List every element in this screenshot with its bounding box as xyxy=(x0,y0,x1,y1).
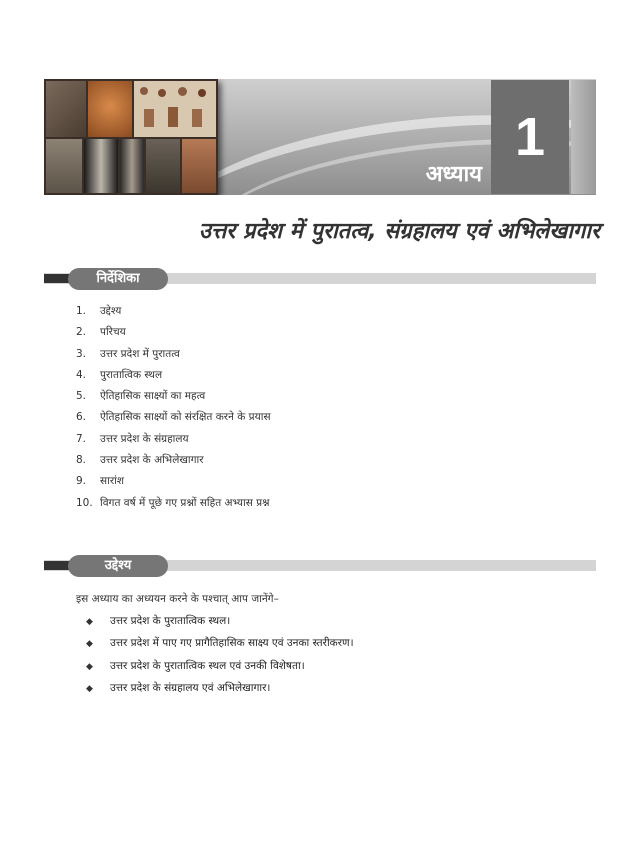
toc-item-number: 1. xyxy=(76,305,87,317)
section-label: निर्देशिका xyxy=(68,268,168,290)
sculpture-tile xyxy=(120,139,144,193)
objective-item xyxy=(86,614,354,636)
toc-section-header xyxy=(44,268,596,290)
sculpture-tile xyxy=(158,89,166,97)
objective-item-text: उत्तर प्रदेश के पुरातात्विक स्थल एवं उनकी विशेषता। xyxy=(110,659,305,672)
toc-item-text: उद्देश्य xyxy=(100,305,122,317)
diamond-bullet-icon: ◆ xyxy=(86,683,93,694)
toc-item-text: ऐतिहासिक साक्ष्यों को संरक्षित करने के प्रयास xyxy=(100,411,271,424)
toc-item-text: पुरातात्विक स्थल xyxy=(100,368,163,381)
toc-item-number: 3. xyxy=(76,347,87,360)
toc-item xyxy=(76,410,271,431)
sculpture-tile xyxy=(178,87,187,96)
toc-item-number: 8. xyxy=(76,454,87,467)
diamond-bullet-icon: ◆ xyxy=(86,617,93,627)
artifact-collage-image xyxy=(44,79,218,195)
banner-side-strip xyxy=(571,80,596,194)
toc-item-text: उत्तर प्रदेश में पुरातत्व xyxy=(100,347,180,360)
toc-item-number: 5. xyxy=(76,390,87,403)
toc-item-text: परिचय xyxy=(100,326,126,339)
toc-item-text: उत्तर प्रदेश के संग्रहालय xyxy=(100,432,189,445)
objective-section-header xyxy=(44,555,596,577)
sculpture-tile xyxy=(146,139,180,193)
sculpture-tile xyxy=(182,139,216,193)
chapter-number: 1 xyxy=(491,80,569,194)
objective-item-text: उत्तर प्रदेश में पाए गए प्रागैतिहासिक साक्ष्य एवं उनका स्तरीकरण। xyxy=(110,637,354,650)
toc-item-number: 4. xyxy=(76,368,87,381)
diamond-bullet-icon: ◆ xyxy=(86,639,93,650)
sculpture-tile xyxy=(192,109,202,127)
chapter-label: अध्याय xyxy=(425,162,482,187)
toc-item-text: विगत वर्ष में पूछे गए प्रश्नों सहित अभ्यास प्रश्न xyxy=(100,496,270,509)
objective-intro: इस अध्याय का अध्ययन करने के पश्चात् आप जानेंगे– xyxy=(76,593,279,605)
objective-item xyxy=(86,681,354,703)
toc-item-number: 10. xyxy=(76,496,93,509)
toc-item xyxy=(76,432,271,453)
sculpture-tile xyxy=(140,87,148,95)
objective-item xyxy=(86,636,354,658)
toc-item-text: उत्तर प्रदेश के अभिलेखागार xyxy=(100,454,204,467)
objective-item xyxy=(86,659,354,681)
toc-item xyxy=(76,389,271,410)
section-rule-lead xyxy=(44,274,70,283)
toc-item xyxy=(76,496,271,517)
sculpture-tile xyxy=(144,109,154,127)
sculpture-tile xyxy=(88,81,132,137)
toc-item-number: 9. xyxy=(76,475,87,488)
diamond-bullet-icon: ◆ xyxy=(86,661,93,672)
sculpture-tile xyxy=(46,81,86,137)
sculpture-tile xyxy=(198,89,206,97)
section-label: उद्देश्य xyxy=(68,555,168,577)
sculpture-tile xyxy=(84,139,118,193)
toc-item-number: 6. xyxy=(76,411,87,424)
toc-item xyxy=(76,325,271,346)
toc-item-text: सारांश xyxy=(100,475,124,488)
sculpture-tile xyxy=(46,139,82,193)
toc-item-number: 2. xyxy=(76,326,87,339)
toc-item xyxy=(76,368,271,389)
toc-list xyxy=(76,304,271,517)
toc-item xyxy=(76,453,271,474)
objective-item-text: उत्तर प्रदेश के पुरातात्विक स्थल। xyxy=(110,615,231,627)
chapter-title: उत्तर प्रदेश में पुरातत्व, संग्रहालय एवं अभिलेखागार xyxy=(198,219,600,244)
sculpture-tile xyxy=(168,107,178,127)
toc-item xyxy=(76,304,271,325)
section-rule-lead xyxy=(44,561,70,570)
toc-item xyxy=(76,474,271,495)
toc-item xyxy=(76,347,271,368)
toc-item-text: ऐतिहासिक साक्ष्यों का महत्व xyxy=(100,390,206,403)
objective-item-text: उत्तर प्रदेश के संग्रहालय एवं अभिलेखागार। xyxy=(110,681,271,694)
toc-item-number: 7. xyxy=(76,432,87,445)
objective-list xyxy=(86,614,354,703)
